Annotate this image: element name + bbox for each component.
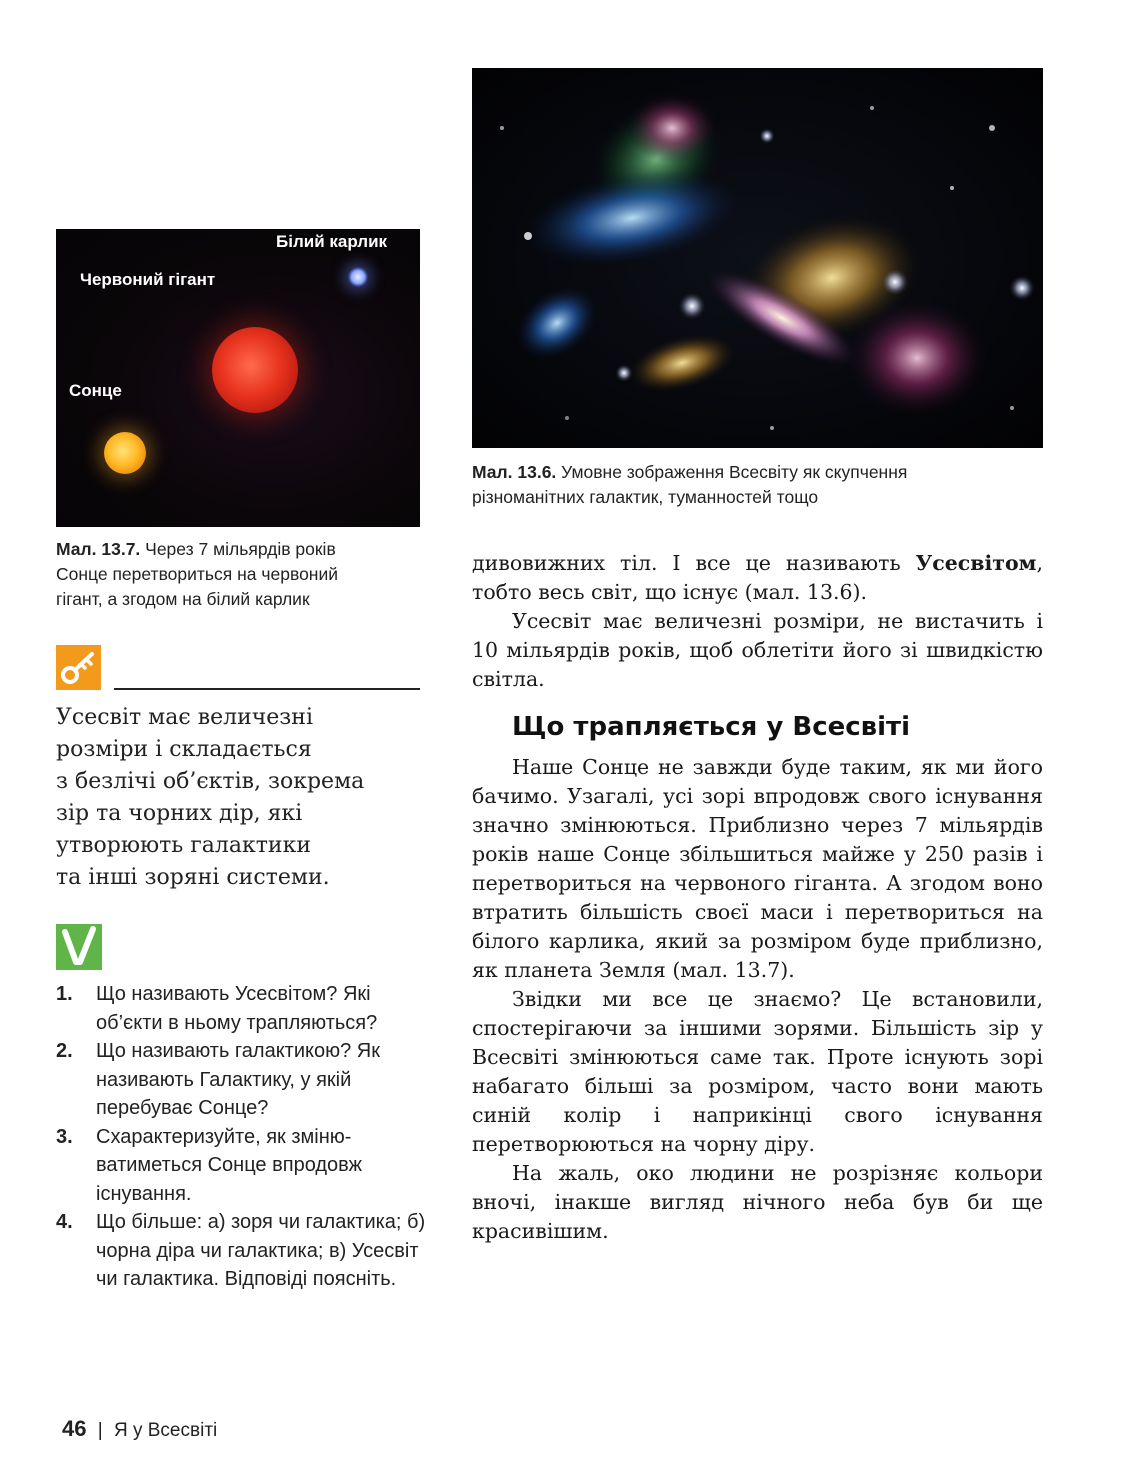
summary-line: зір та чорних дір, які	[56, 801, 303, 826]
figure-ref-13-6: Мал. 13.6.	[472, 462, 557, 482]
footer-separator: |	[97, 1420, 103, 1441]
paragraph: Звідки ми все це знаємо? Це встановили, спостерігаючи за іншими зорями. Більшість зір у Всесвіті змінюються саме так. Проте існують зорі набагато більші за розміром, часто вони мають синій колір і наприкінці свого існування перетворюються на чорну діру.	[472, 987, 1043, 1156]
question-item	[56, 980, 426, 1037]
caption-line: Умовне зображення Всесвіту як скупчення	[556, 462, 908, 482]
divider	[114, 688, 420, 690]
sun-label: Сонце	[69, 381, 122, 400]
red-giant-star	[212, 327, 298, 413]
text-run: дивовижних тіл. І все це називають	[472, 551, 916, 575]
galaxies-artwork	[472, 68, 1043, 448]
figure-ref-13-7: Мал. 13.7.	[56, 539, 141, 559]
paragraph	[472, 549, 1043, 607]
key-icon	[56, 645, 101, 690]
question-text: Що більше: а) зоря чи галактика; б) чорна діра чи галактика; в) Усесвіт чи галактика. Відповіді поясніть.	[96, 1211, 426, 1290]
question-number: 2.	[56, 1040, 73, 1062]
text-run: , тобто весь світ, що існує (мал. 13.6).	[472, 551, 1043, 604]
summary-line: з безлічі об’єктів, зокрема	[56, 769, 365, 794]
question-number: 1.	[56, 983, 73, 1005]
white-dwarf-star	[348, 267, 368, 287]
summary-line: та інші зоряні системи.	[56, 865, 330, 890]
main-text-upper	[472, 549, 1043, 694]
caption-line: Сонце перетвориться на червоний	[56, 564, 339, 584]
question-item	[56, 1208, 426, 1294]
summary-line: розміри і складається	[56, 737, 312, 762]
summary-line: утворюють галактики	[56, 833, 312, 858]
checkmark-icon	[56, 924, 102, 970]
sun-star	[104, 432, 146, 474]
section-title: Я у Всесвіті	[113, 1420, 218, 1441]
paragraph: На жаль, око людини не розрізняє кольори вночі, інакше вигляд нічного неба був би ще красивішим.	[472, 1161, 1043, 1243]
figure-caption-13-7	[56, 537, 426, 612]
page-footer	[62, 1416, 217, 1442]
summary-line: Усесвіт має величезні	[56, 705, 313, 730]
question-text: Що називають галактикою? Як називають Галактику, у якій перебуває Сонце?	[96, 1040, 380, 1119]
caption-line: гігант, а згодом на білий карлик	[56, 589, 310, 609]
question-text: Схарактеризуйте, як змінюватиметься Сонце впродовж існування.	[96, 1125, 362, 1205]
paragraph: Усесвіт має величезні розміри, не вистачить і 10 мільярдів років, щоб облетіти його зі швидкістю світла.	[472, 609, 1043, 691]
question-item	[56, 1123, 426, 1209]
section-heading: Що трапляється у Всесвіті	[512, 712, 911, 742]
paragraph: Наше Сонце не завжди буде таким, як ми його бачимо. Узагалі, усі зорі впродовж свого існування значно змінюються. Приблизно через 7 мільярдів років наше Сонце збільшиться майже у 250 разів і перетвориться на червоного гіганта. А згодом воно втратить більшість своєї маси і перетвориться на білого карлика, який за розміром буде приблизно, як планета Земля (мал. 13.7).	[472, 755, 1043, 982]
white-dwarf-label: Білий карлик	[276, 232, 388, 251]
star-lifecycle-illustration	[56, 229, 420, 527]
term-universe: Усесвітом	[915, 551, 1037, 575]
question-text: Що називають Усесвітом? Які об’єкти в ньому трапляються?	[96, 983, 378, 1034]
caption-line: різноманітних галактик, туманностей тощо	[472, 487, 819, 507]
question-number: 4.	[56, 1211, 73, 1233]
caption-line: Через 7 мільярдів років	[140, 539, 336, 559]
page-number: 46	[62, 1416, 87, 1441]
main-text-lower	[472, 753, 1043, 1246]
review-questions	[56, 980, 426, 1294]
figure-caption-13-6	[472, 460, 1043, 510]
key-summary	[56, 702, 426, 894]
red-giant-label: Червоний гігант	[80, 270, 216, 289]
question-item	[56, 1037, 426, 1123]
universe-galaxies-illustration	[472, 68, 1043, 448]
question-number: 3.	[56, 1125, 73, 1148]
